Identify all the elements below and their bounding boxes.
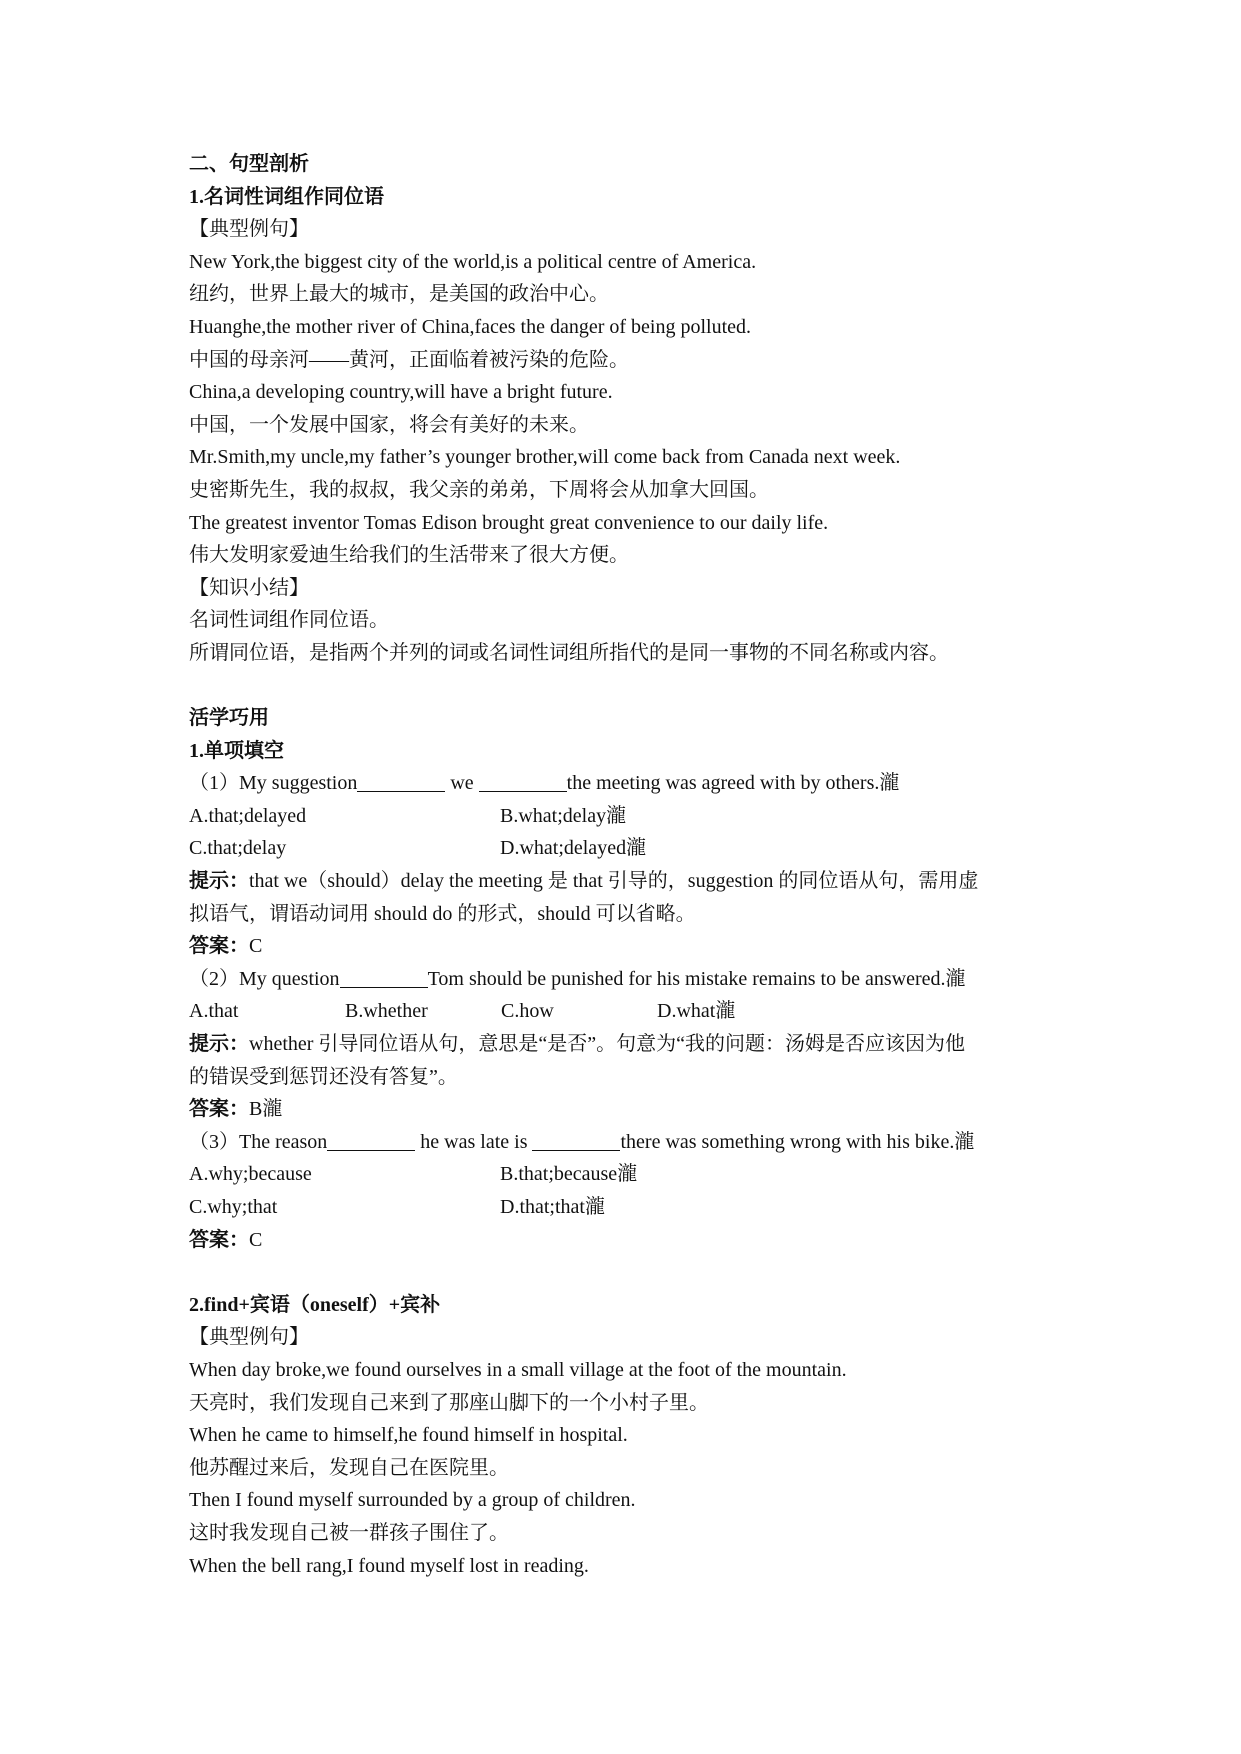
section-heading: 二、句型剖析 bbox=[189, 153, 309, 175]
option-b: B.whether bbox=[345, 1000, 428, 1023]
answer-blank bbox=[479, 771, 567, 792]
option-b: B.that;because bbox=[500, 1163, 618, 1186]
option-b: B.what;delay bbox=[500, 804, 607, 827]
example-en: When the bell rang,I found myself lost in reading. bbox=[189, 1554, 589, 1577]
example-en: When he came to himself,he found himself in hospital. bbox=[189, 1424, 628, 1447]
option-d: D.what;delayed bbox=[500, 837, 627, 860]
question-2-answer: 答案：B瀧 bbox=[189, 1098, 283, 1121]
spacer bbox=[189, 1256, 1059, 1289]
example-en: The greatest inventor Tomas Edison brought great convenience to our daily life. bbox=[189, 511, 829, 534]
option-d: D.what bbox=[657, 1000, 716, 1023]
examples-label: 【典型例句】 bbox=[189, 1326, 309, 1349]
question-1-stem: （1）My suggestion we the meeting was agreed with by others.瀧 bbox=[189, 772, 900, 795]
example-zh: 纽约，世界上最大的城市，是美国的政治中心。 bbox=[189, 283, 609, 306]
example-zh: 中国的母亲河——黄河，正面临着被污染的危险。 bbox=[189, 348, 629, 371]
question-2-options-row: A.that B.whether C.how D.what瀧 bbox=[189, 995, 1059, 1028]
example-en: Huanghe,the mother river of China,faces the danger of being polluted. bbox=[189, 315, 752, 338]
practice-subtitle: 1.单项填空 bbox=[189, 739, 284, 762]
question-1-answer: 答案：C bbox=[189, 935, 263, 958]
option-a: A.that;delayed bbox=[189, 804, 307, 827]
question-2-stem: （2）My question Tom should be punished for his mistake remains to be answered.瀧 bbox=[189, 967, 966, 990]
question-3-stem: （3）The reason he was late is there was something wrong with his bike.瀧 bbox=[189, 1130, 975, 1153]
example-zh: 他苏醒过来后，发现自己在医院里。 bbox=[189, 1456, 509, 1479]
question-1-hint: 提示：that we（should）delay the meeting 是 that 引导的，suggestion 的同位语从句，需用虚 bbox=[189, 870, 979, 893]
answer-blank bbox=[340, 967, 428, 988]
option-a: A.that bbox=[189, 1000, 239, 1023]
example-en: Then I found myself surrounded by a group of children. bbox=[189, 1489, 636, 1512]
question-2-hint-cont: 的错误受到惩罚还没有答复”。 bbox=[189, 1065, 458, 1088]
option-d: D.that;that bbox=[500, 1196, 585, 1218]
answer-blank bbox=[327, 1130, 415, 1151]
question-1-options-row: C.that;delay D.what;delayed瀧 bbox=[189, 832, 1059, 865]
spacer bbox=[189, 670, 1059, 703]
example-zh: 伟大发明家爱迪生给我们的生活带来了很大方便。 bbox=[189, 544, 629, 567]
answer-blank bbox=[357, 771, 445, 792]
question-1-options-row: A.that;delayed B.what;delay瀧 bbox=[189, 800, 1059, 833]
example-en: When day broke,we found ourselves in a small village at the foot of the mountain. bbox=[189, 1358, 847, 1381]
example-zh: 这时我发现自己被一群孩子围住了。 bbox=[189, 1521, 509, 1544]
summary-label: 【知识小结】 bbox=[189, 576, 309, 599]
question-3-options-row: C.why;that D.that;that瀧 bbox=[189, 1191, 1059, 1224]
example-en: China,a developing country,will have a bright future. bbox=[189, 381, 613, 404]
subsection-title: 1.名词性词组作同位语 bbox=[189, 185, 384, 208]
option-c: C.that;delay bbox=[189, 837, 287, 860]
examples-label: 【典型例句】 bbox=[189, 218, 309, 241]
example-zh: 史密斯先生，我的叔叔，我父亲的弟弟，下周将会从加拿大回国。 bbox=[189, 478, 769, 501]
question-3-options-row: A.why;because B.that;because瀧 bbox=[189, 1158, 1059, 1191]
example-en: Mr.Smith,my uncle,my father’s younger brother,will come back from Canada next week. bbox=[189, 446, 901, 469]
answer-blank bbox=[532, 1130, 620, 1151]
subsection-title: 2.find+宾语（oneself）+宾补 bbox=[189, 1293, 441, 1316]
question-1-hint-cont: 拟语气，谓语动词用 should do 的形式，should 可以省略。 bbox=[189, 902, 696, 925]
example-zh: 中国，一个发展中国家，将会有美好的未来。 bbox=[189, 413, 589, 436]
question-3-answer: 答案：C bbox=[189, 1228, 263, 1251]
example-zh: 天亮时，我们发现自己来到了那座山脚下的一个小村子里。 bbox=[189, 1391, 709, 1414]
summary-line: 所谓同位语，是指两个并列的词或名词性词组所指代的是同一事物的不同名称或内容。 bbox=[189, 641, 949, 664]
option-c: C.how bbox=[501, 1000, 554, 1023]
practice-heading: 活学巧用 bbox=[189, 707, 269, 730]
example-en: New York,the biggest city of the world,is a political centre of America. bbox=[189, 250, 757, 273]
option-c: C.why;that bbox=[189, 1196, 278, 1218]
summary-line: 名词性词组作同位语。 bbox=[189, 609, 389, 632]
document-page bbox=[189, 148, 1059, 1582]
option-a: A.why;because bbox=[189, 1163, 312, 1186]
question-2-hint: 提示：whether 引导同位语从句，意思是“是否”。句意为“我的问题：汤姆是否应该因为他 bbox=[189, 1033, 966, 1056]
